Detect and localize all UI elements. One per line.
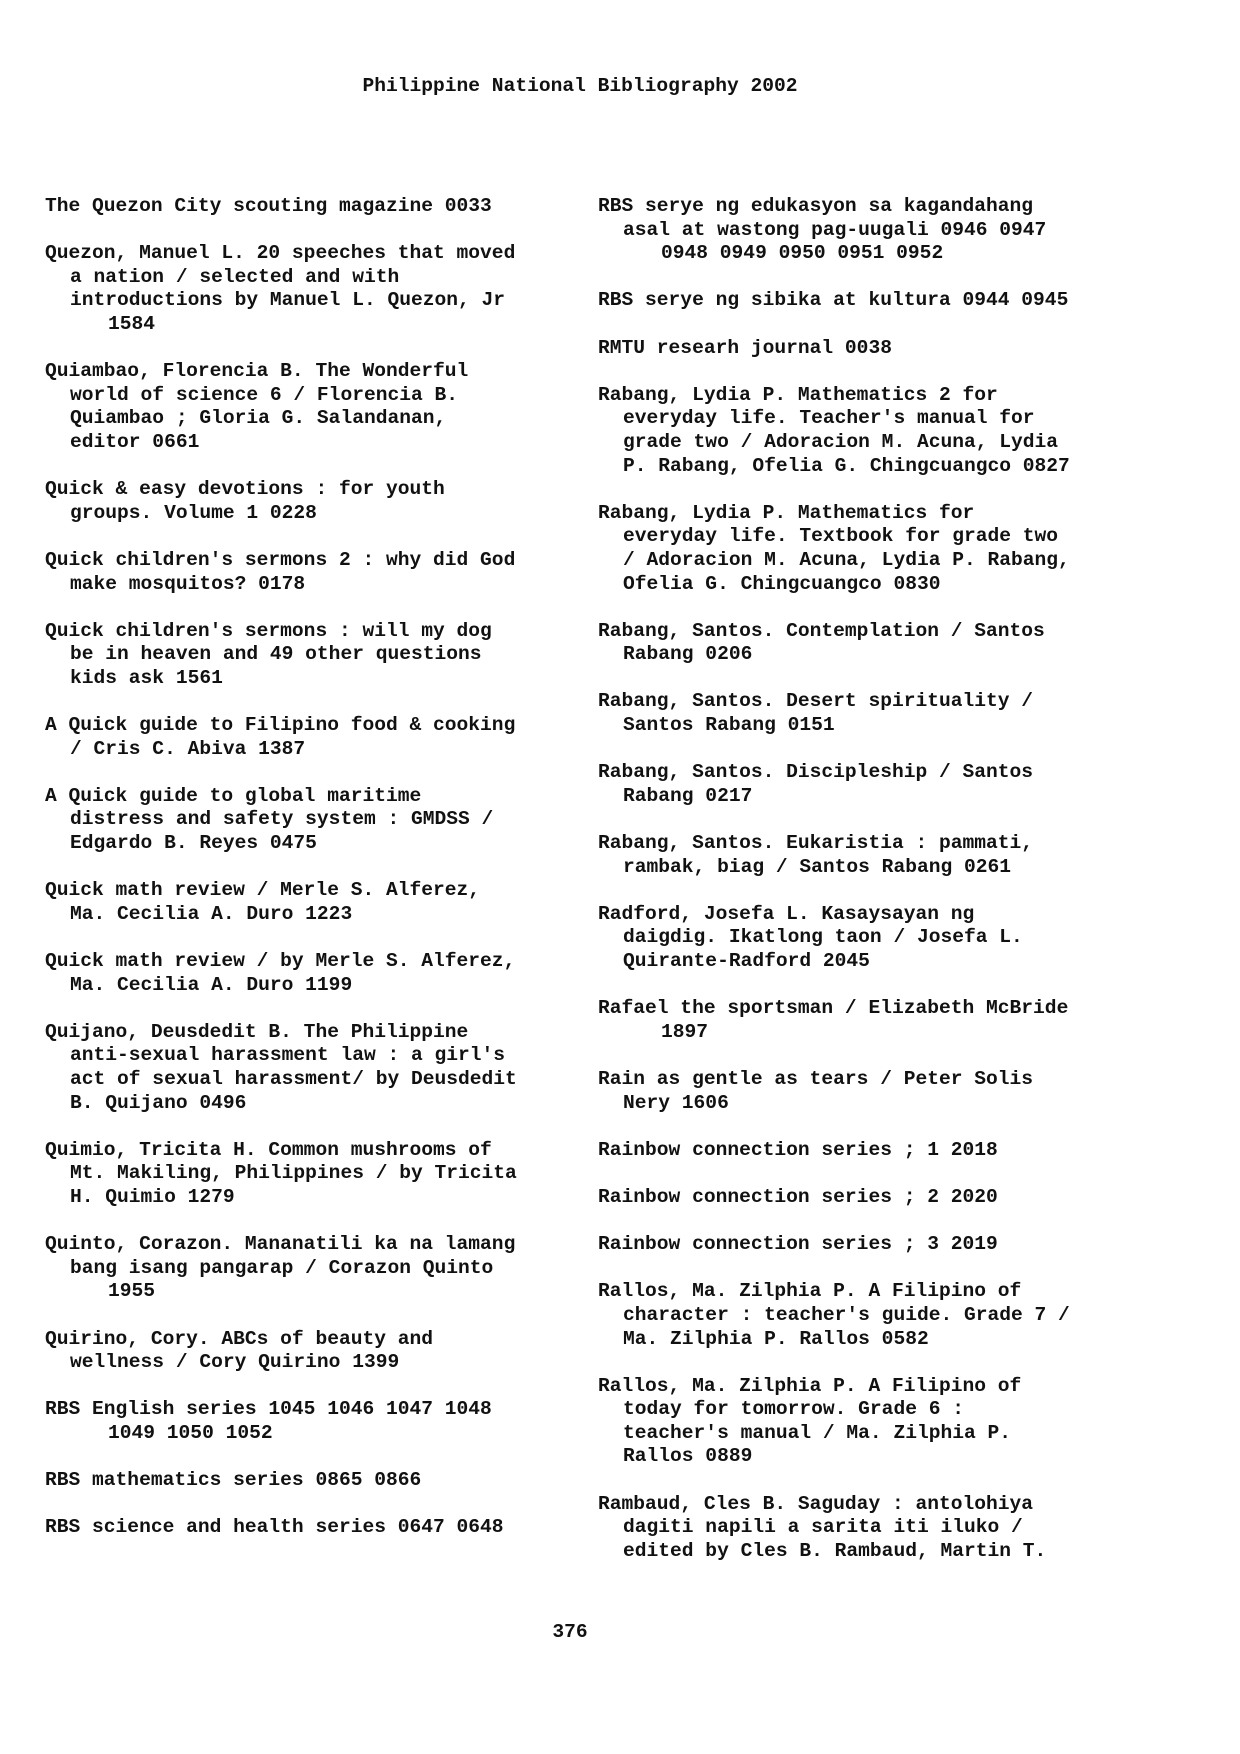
bibliography-entry bbox=[45, 1233, 585, 1304]
bibliography-entry bbox=[45, 785, 585, 856]
entry-line: RBS science and health series 0647 0648 bbox=[45, 1516, 504, 1539]
entry-line: Quick & easy devotions : for youth bbox=[45, 478, 445, 501]
entry-line: Radford, Josefa L. Kasaysayan ng bbox=[598, 902, 975, 925]
bibliography-entry bbox=[598, 1280, 1138, 1351]
bibliography-entry bbox=[45, 950, 585, 997]
bibliography-entry bbox=[45, 242, 585, 336]
bibliography-entry bbox=[45, 360, 585, 454]
entry-line: 1955 bbox=[108, 1280, 156, 1303]
bibliography-entry bbox=[45, 714, 585, 761]
entry-line: Quick children's sermons : will my dog bbox=[45, 619, 492, 642]
entry-line: Rainbow connection series ; 3 2019 bbox=[598, 1233, 998, 1256]
entry-line: Quiambao ; Gloria G. Salandanan, bbox=[70, 407, 447, 430]
entry-line: dagiti napili a sarita iti iluko / bbox=[623, 1516, 1023, 1539]
entry-line: Rabang, Santos. Desert spirituality / bbox=[598, 690, 1034, 713]
entry-line: introductions by Manuel L. Quezon, Jr bbox=[70, 289, 506, 312]
entry-line: Quirante-Radford 2045 bbox=[623, 950, 870, 972]
entry-line: Rabang, Santos. Eukaristia : pammati, bbox=[598, 832, 1034, 855]
entry-line: editor 0661 bbox=[70, 430, 200, 453]
entry-line: Mt. Makiling, Philippines / by Tricita bbox=[70, 1162, 517, 1185]
entry-line: RBS English series 1045 1046 1047 1048 bbox=[45, 1398, 492, 1421]
bibliography-entry bbox=[598, 1068, 1138, 1115]
entry-line: Rafael the sportsman / Elizabeth McBride bbox=[598, 997, 1069, 1020]
entry-line: 1897 bbox=[661, 1020, 709, 1043]
entry-line: Ma. Cecilia A. Duro 1223 bbox=[70, 902, 353, 925]
entry-line: edited by Cles B. Rambaud, Martin T. bbox=[623, 1539, 1047, 1562]
bibliography-entry bbox=[45, 879, 585, 926]
entry-line: Rainbow connection series ; 1 2018 bbox=[598, 1138, 998, 1161]
entry-line: Ofelia G. Chingcuangco 0830 bbox=[623, 572, 941, 595]
bibliography-entry bbox=[598, 832, 1138, 879]
bibliography-entry bbox=[598, 337, 1138, 361]
entry-line: bang isang pangarap / Corazon Quinto bbox=[70, 1256, 494, 1279]
entry-line: 1584 bbox=[108, 312, 156, 335]
entry-line: Rabang, Lydia P. Mathematics for bbox=[598, 501, 975, 524]
bibliography-entry bbox=[598, 1493, 1138, 1564]
entry-line: RMTU researh journal 0038 bbox=[598, 336, 892, 359]
entry-line: act of sexual harassment/ by Deusdedit bbox=[70, 1067, 517, 1090]
entry-line: distress and safety system : GMDSS / bbox=[70, 808, 494, 831]
entry-line: daigdig. Ikatlong taon / Josefa L. bbox=[623, 926, 1023, 949]
entry-line: rambak, biag / Santos Rabang 0261 bbox=[623, 855, 1012, 878]
bibliography-entry bbox=[598, 690, 1138, 737]
bibliography-entry bbox=[598, 1375, 1138, 1469]
bibliography-entry bbox=[598, 384, 1138, 478]
entry-line: Quick math review / by Merle S. Alferez, bbox=[45, 950, 516, 972]
bibliography-entry bbox=[598, 502, 1138, 596]
bibliography-entry bbox=[45, 195, 585, 219]
entry-line: Rabang, Santos. Contemplation / Santos bbox=[598, 619, 1045, 642]
bibliography-entry bbox=[598, 1186, 1138, 1210]
entry-line: H. Quimio 1279 bbox=[70, 1185, 235, 1208]
entry-line: wellness / Cory Quirino 1399 bbox=[70, 1351, 400, 1374]
entry-line: 1049 1050 1052 bbox=[108, 1421, 273, 1444]
entry-line: grade two / Adoracion M. Acuna, Lydia bbox=[623, 430, 1059, 453]
page-header: Philippine National Bibliography 2002 bbox=[362, 75, 798, 97]
entry-line: groups. Volume 1 0228 bbox=[70, 501, 317, 524]
entry-line: Quezon, Manuel L. 20 speeches that moved bbox=[45, 242, 516, 265]
bibliography-entry bbox=[45, 1398, 585, 1445]
entry-line: Ma. Cecilia A. Duro 1199 bbox=[70, 973, 353, 996]
right-column bbox=[598, 195, 1138, 1587]
entry-line: Nery 1606 bbox=[623, 1091, 729, 1114]
entry-line: make mosquitos? 0178 bbox=[70, 572, 306, 595]
entry-line: character : teacher's guide. Grade 7 / bbox=[623, 1303, 1070, 1326]
entry-line: Rambaud, Cles B. Saguday : antolohiya bbox=[598, 1492, 1034, 1515]
entry-line: everyday life. Teacher's manual for bbox=[623, 407, 1035, 430]
entry-line: world of science 6 / Florencia B. bbox=[70, 383, 459, 406]
entry-line: RBS mathematics series 0865 0866 bbox=[45, 1469, 422, 1492]
entry-line: Ma. Zilphia P. Rallos 0582 bbox=[623, 1327, 929, 1350]
entry-line: Rainbow connection series ; 2 2020 bbox=[598, 1185, 998, 1208]
entry-line: be in heaven and 49 other questions bbox=[70, 643, 482, 666]
page-number: 376 bbox=[552, 1621, 588, 1643]
entry-line: Edgardo B. Reyes 0475 bbox=[70, 832, 317, 855]
entry-line: Quirino, Cory. ABCs of beauty and bbox=[45, 1327, 434, 1350]
entry-line: Quijano, Deusdedit B. The Philippine bbox=[45, 1020, 469, 1043]
bibliography-entry bbox=[598, 620, 1138, 667]
entry-line: Rallos, Ma. Zilphia P. A Filipino of bbox=[598, 1374, 1022, 1397]
entry-line: A Quick guide to Filipino food & cooking bbox=[45, 714, 516, 737]
entry-line: Quiambao, Florencia B. The Wonderful bbox=[45, 360, 469, 383]
bibliography-entry bbox=[598, 1139, 1138, 1163]
entry-line: Quick children's sermons 2 : why did God bbox=[45, 548, 516, 571]
entry-line: Rallos 0889 bbox=[623, 1445, 753, 1468]
entry-line: today for tomorrow. Grade 6 : bbox=[623, 1398, 964, 1421]
bibliography-entry bbox=[598, 289, 1138, 313]
entry-line: Quick math review / Merle S. Alferez, bbox=[45, 879, 481, 902]
entry-line: RBS serye ng edukasyon sa kagandahang bbox=[598, 195, 1034, 217]
entry-line: / Adoracion M. Acuna, Lydia P. Rabang, bbox=[623, 548, 1070, 571]
entry-line: Santos Rabang 0151 bbox=[623, 714, 835, 737]
bibliography-entry bbox=[598, 903, 1138, 974]
entry-line: Rabang 0206 bbox=[623, 643, 753, 666]
entry-line: Rabang, Lydia P. Mathematics 2 for bbox=[598, 383, 998, 406]
left-column bbox=[45, 195, 585, 1563]
entry-line: everyday life. Textbook for grade two bbox=[623, 525, 1059, 548]
entry-line: teacher's manual / Ma. Zilphia P. bbox=[623, 1421, 1012, 1444]
bibliography-entry bbox=[45, 549, 585, 596]
entry-line: Quinto, Corazon. Mananatili ka na lamang bbox=[45, 1233, 516, 1256]
bibliography-entry bbox=[598, 997, 1138, 1044]
entry-line: asal at wastong pag-uugali 0946 0947 bbox=[623, 218, 1047, 241]
entry-line: anti-sexual harassment law : a girl's bbox=[70, 1044, 506, 1067]
entry-line: The Quezon City scouting magazine 0033 bbox=[45, 195, 492, 217]
bibliography-entry bbox=[598, 195, 1138, 266]
entry-line: B. Quijano 0496 bbox=[70, 1091, 247, 1114]
bibliography-entry bbox=[598, 1233, 1138, 1257]
entry-line: RBS serye ng sibika at kultura 0944 0945 bbox=[598, 289, 1069, 312]
entry-line: Quimio, Tricita H. Common mushrooms of bbox=[45, 1138, 492, 1161]
bibliography-entry bbox=[45, 1021, 585, 1115]
entry-line: Rabang, Santos. Discipleship / Santos bbox=[598, 761, 1034, 784]
bibliography-entry bbox=[45, 478, 585, 525]
entry-line: Rallos, Ma. Zilphia P. A Filipino of bbox=[598, 1280, 1022, 1303]
entry-line: Rabang 0217 bbox=[623, 784, 753, 807]
entry-line: / Cris C. Abiva 1387 bbox=[70, 737, 306, 760]
bibliography-entry bbox=[45, 620, 585, 691]
bibliography-entry bbox=[45, 1328, 585, 1375]
entry-line: a nation / selected and with bbox=[70, 265, 400, 288]
entry-line: Rain as gentle as tears / Peter Solis bbox=[598, 1067, 1034, 1090]
bibliography-entry bbox=[45, 1516, 585, 1540]
entry-line: P. Rabang, Ofelia G. Chingcuangco 0827 bbox=[623, 454, 1070, 477]
bibliography-entry bbox=[45, 1469, 585, 1493]
entry-line: 0948 0949 0950 0951 0952 bbox=[661, 242, 944, 265]
entry-line: A Quick guide to global maritime bbox=[45, 784, 422, 807]
bibliography-entry bbox=[598, 761, 1138, 808]
entry-line: kids ask 1561 bbox=[70, 666, 223, 689]
bibliography-entry bbox=[45, 1139, 585, 1210]
